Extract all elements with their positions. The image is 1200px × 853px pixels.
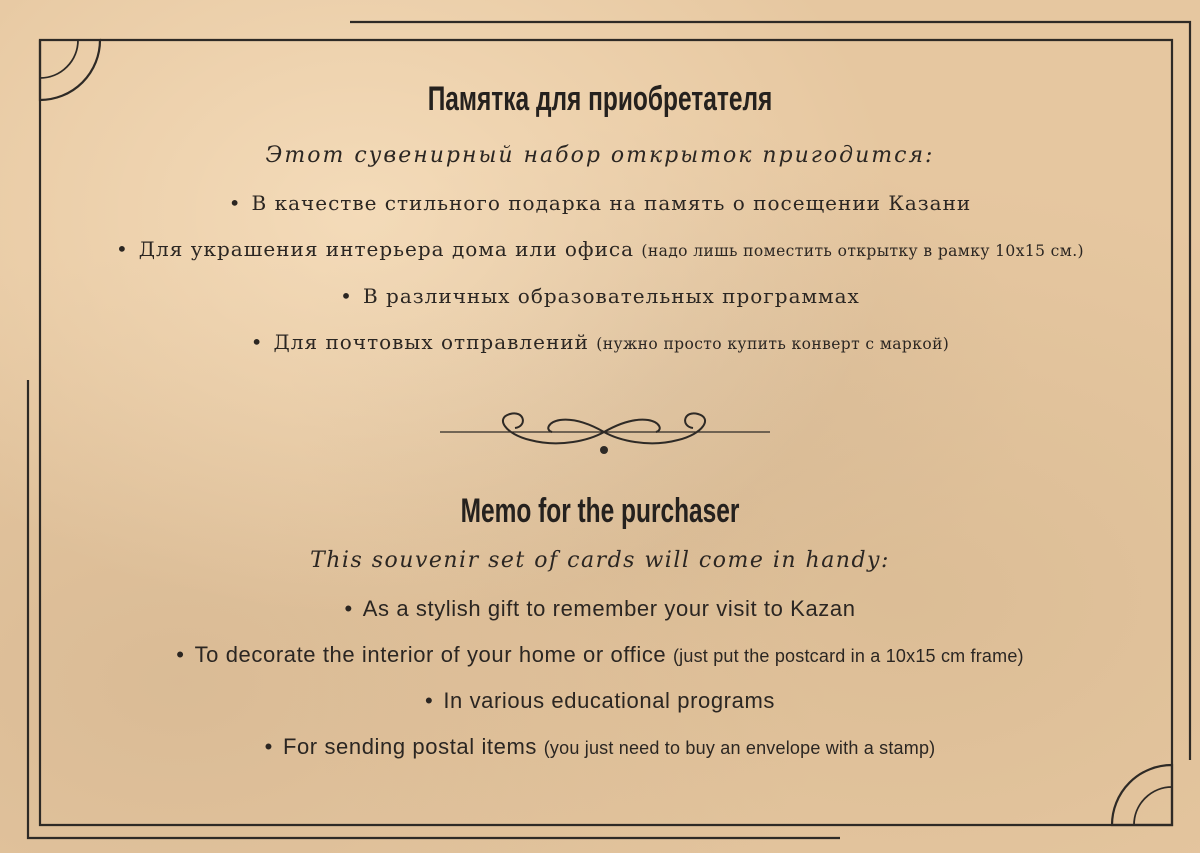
bullet-dot: • bbox=[264, 734, 273, 759]
en-item-note: (you just need to buy an envelope with a stamp) bbox=[543, 738, 936, 758]
en-list-item bbox=[0, 688, 1200, 714]
ru-item-note: (нужно просто купить конверт с маркой) bbox=[596, 335, 950, 353]
bullet-dot: • bbox=[340, 284, 353, 308]
ru-item-text: В качестве стильного подарка на память о посещении Казани bbox=[251, 191, 972, 215]
corner-top-left bbox=[40, 40, 100, 100]
ru-list-item bbox=[0, 284, 1200, 308]
ru-item-note: (надо лишь поместить открытку в рамку 10x15 см.) bbox=[641, 242, 1084, 260]
en-item-text: To decorate the interior of your home or office bbox=[194, 642, 667, 667]
ru-subtitle: Этот сувенирный набор открыток пригодится: bbox=[265, 143, 935, 168]
en-item-note: (just put the postcard in a 10x15 cm frame) bbox=[672, 646, 1024, 666]
ru-list-item bbox=[0, 237, 1200, 261]
en-item-text: In various educational programs bbox=[443, 688, 775, 713]
en-list-item bbox=[0, 596, 1200, 622]
ru-list-item bbox=[0, 330, 1200, 354]
ru-item-text: Для украшения интерьера дома или офиса bbox=[138, 237, 635, 261]
ru-title: Памятка для приобретателя bbox=[427, 80, 773, 118]
ru-item-text: В различных образовательных программах bbox=[362, 284, 860, 308]
en-subtitle: This souvenir set of cards will come in handy: bbox=[310, 548, 890, 573]
en-title: Memo for the purchaser bbox=[460, 492, 740, 530]
divider-flourish bbox=[440, 413, 770, 454]
bullet-dot: • bbox=[344, 596, 353, 621]
bullet-dot: • bbox=[228, 191, 242, 215]
en-list-item bbox=[0, 642, 1200, 668]
ru-item-text: Для почтовых отправлений bbox=[273, 330, 589, 354]
ru-list-item bbox=[0, 191, 1200, 215]
bullet-dot: • bbox=[176, 642, 185, 667]
corner-bottom-right bbox=[1112, 765, 1172, 825]
bullet-dot: • bbox=[116, 237, 129, 261]
en-item-text: As a stylish gift to remember your visit to Kazan bbox=[362, 596, 856, 621]
en-list-item bbox=[0, 734, 1200, 760]
en-item-text: For sending postal items bbox=[282, 734, 538, 759]
bullet-dot: • bbox=[250, 330, 264, 354]
bullet-dot: • bbox=[425, 688, 434, 713]
